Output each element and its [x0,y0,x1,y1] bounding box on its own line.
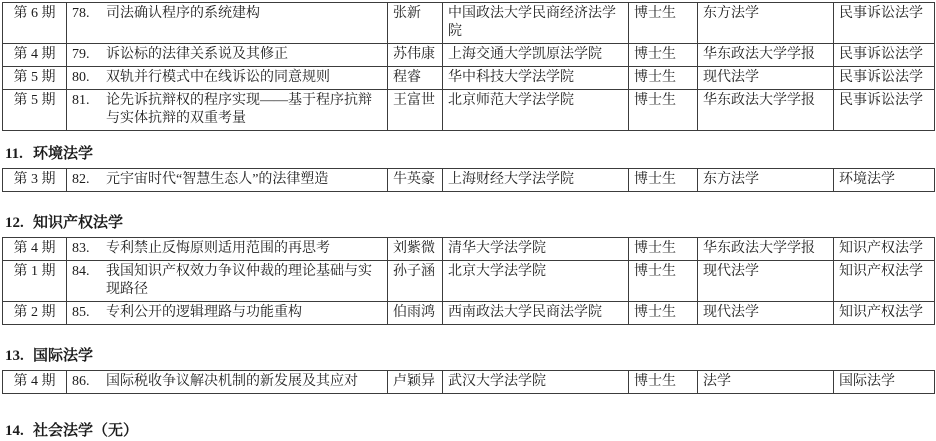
article-title: 元宇宙时代“智慧生态人”的法律塑造 [106,172,329,187]
table-row [3,238,935,261]
section-heading-ip-law [5,214,934,232]
article-number: 82. [72,172,90,187]
issue-cell: 第 4 期 [3,44,67,67]
title-cell [67,67,388,90]
subject-cell: 环境法学 [834,169,935,192]
degree-cell: 博士生 [629,67,698,90]
school-cell: 上海财经大学法学院 [443,169,629,192]
article-title: 专利公开的逻辑理路与功能重构 [106,305,302,320]
journal-cell: 华东政法大学学报 [698,238,834,261]
degree-cell: 博士生 [629,302,698,325]
section-heading-environmental-law [5,145,934,163]
school-cell: 中国政法大学民商经济法学院 [443,3,629,44]
journal-cell: 现代法学 [698,261,834,302]
subject-cell: 知识产权法学 [834,238,935,261]
degree-cell: 博士生 [629,169,698,192]
section-heading-social-law [5,422,934,440]
article-number: 78. [72,6,90,21]
section-title: 国际法学 [33,348,94,364]
degree-cell: 博士生 [629,44,698,67]
section-title: 社会法学（无） [33,423,139,439]
article-number: 79. [72,47,90,62]
article-number: 86. [72,374,90,389]
article-title: 专利禁止反悔原则适用范围的再思考 [106,241,330,256]
school-cell: 上海交通大学凯原法学院 [443,44,629,67]
subject-cell: 民事诉讼法学 [834,3,935,44]
title-cell [67,302,388,325]
journal-cell: 华东政法大学学报 [698,90,834,131]
article-title: 诉讼标的法律关系说及其修正 [106,47,288,62]
journal-cell: 东方法学 [698,3,834,44]
article-number: 85. [72,305,90,320]
subject-cell: 国际法学 [834,371,935,394]
issue-cell: 第 5 期 [3,67,67,90]
article-number: 80. [72,70,90,85]
article-title: 双轨并行模式中在线诉讼的同意规则 [106,70,330,85]
civil-procedure-table [2,2,935,131]
title-cell [67,3,388,44]
table-row [3,44,935,67]
title-cell [67,371,388,394]
section-heading-international-law [5,347,934,365]
section-number: 13. [5,348,24,364]
degree-cell: 博士生 [629,261,698,302]
article-title: 国际税收争议解决机制的新发展及其应对 [106,374,358,389]
section-number: 12. [5,215,24,231]
article-title: 我国知识产权效力争议仲裁的理论基础与实现路径 [106,264,372,297]
subject-cell: 知识产权法学 [834,261,935,302]
author-cell: 程睿 [388,67,443,90]
issue-cell: 第 5 期 [3,90,67,131]
title-cell [67,261,388,302]
environmental-law-table [2,168,935,192]
issue-cell: 第 4 期 [3,371,67,394]
title-cell [67,169,388,192]
degree-cell: 博士生 [629,90,698,131]
table-row [3,371,935,394]
section-title: 知识产权法学 [33,215,124,231]
table-row [3,169,935,192]
author-cell: 张新 [388,3,443,44]
article-number: 83. [72,241,90,256]
article-number: 84. [72,264,90,279]
author-cell: 伯雨鸿 [388,302,443,325]
title-cell [67,90,388,131]
international-law-table [2,370,935,394]
school-cell: 西南政法大学民商法学院 [443,302,629,325]
school-cell: 北京大学法学院 [443,261,629,302]
journal-cell: 华东政法大学学报 [698,44,834,67]
section-number: 11. [5,146,23,162]
author-cell: 刘紫微 [388,238,443,261]
title-cell [67,238,388,261]
author-cell: 王富世 [388,90,443,131]
issue-cell: 第 4 期 [3,238,67,261]
author-cell: 牛英豪 [388,169,443,192]
ip-law-table [2,237,935,325]
table-row [3,67,935,90]
subject-cell: 知识产权法学 [834,302,935,325]
journal-cell: 现代法学 [698,67,834,90]
table-row [3,261,935,302]
article-title: 论先诉抗辩权的程序实现——基于程序抗辩与实体抗辩的双重考量 [106,93,372,126]
author-cell: 卢颖异 [388,371,443,394]
journal-cell: 东方法学 [698,169,834,192]
school-cell: 清华大学法学院 [443,238,629,261]
issue-cell: 第 3 期 [3,169,67,192]
article-number: 81. [72,93,90,108]
subject-cell: 民事诉讼法学 [834,90,935,131]
school-cell: 武汉大学法学院 [443,371,629,394]
degree-cell: 博士生 [629,371,698,394]
title-cell [67,44,388,67]
table-row [3,302,935,325]
section-number: 14. [5,423,24,439]
journal-cell: 法学 [698,371,834,394]
issue-cell: 第 2 期 [3,302,67,325]
section-title: 环境法学 [33,146,94,162]
table-row [3,3,935,44]
journal-cell: 现代法学 [698,302,834,325]
subject-cell: 民事诉讼法学 [834,67,935,90]
table-row [3,90,935,131]
author-cell: 孙子涵 [388,261,443,302]
subject-cell: 民事诉讼法学 [834,44,935,67]
degree-cell: 博士生 [629,3,698,44]
school-cell: 北京师范大学法学院 [443,90,629,131]
issue-cell: 第 1 期 [3,261,67,302]
article-title: 司法确认程序的系统建构 [106,6,260,21]
degree-cell: 博士生 [629,238,698,261]
school-cell: 华中科技大学法学院 [443,67,629,90]
author-cell: 苏伟康 [388,44,443,67]
issue-cell: 第 6 期 [3,3,67,44]
